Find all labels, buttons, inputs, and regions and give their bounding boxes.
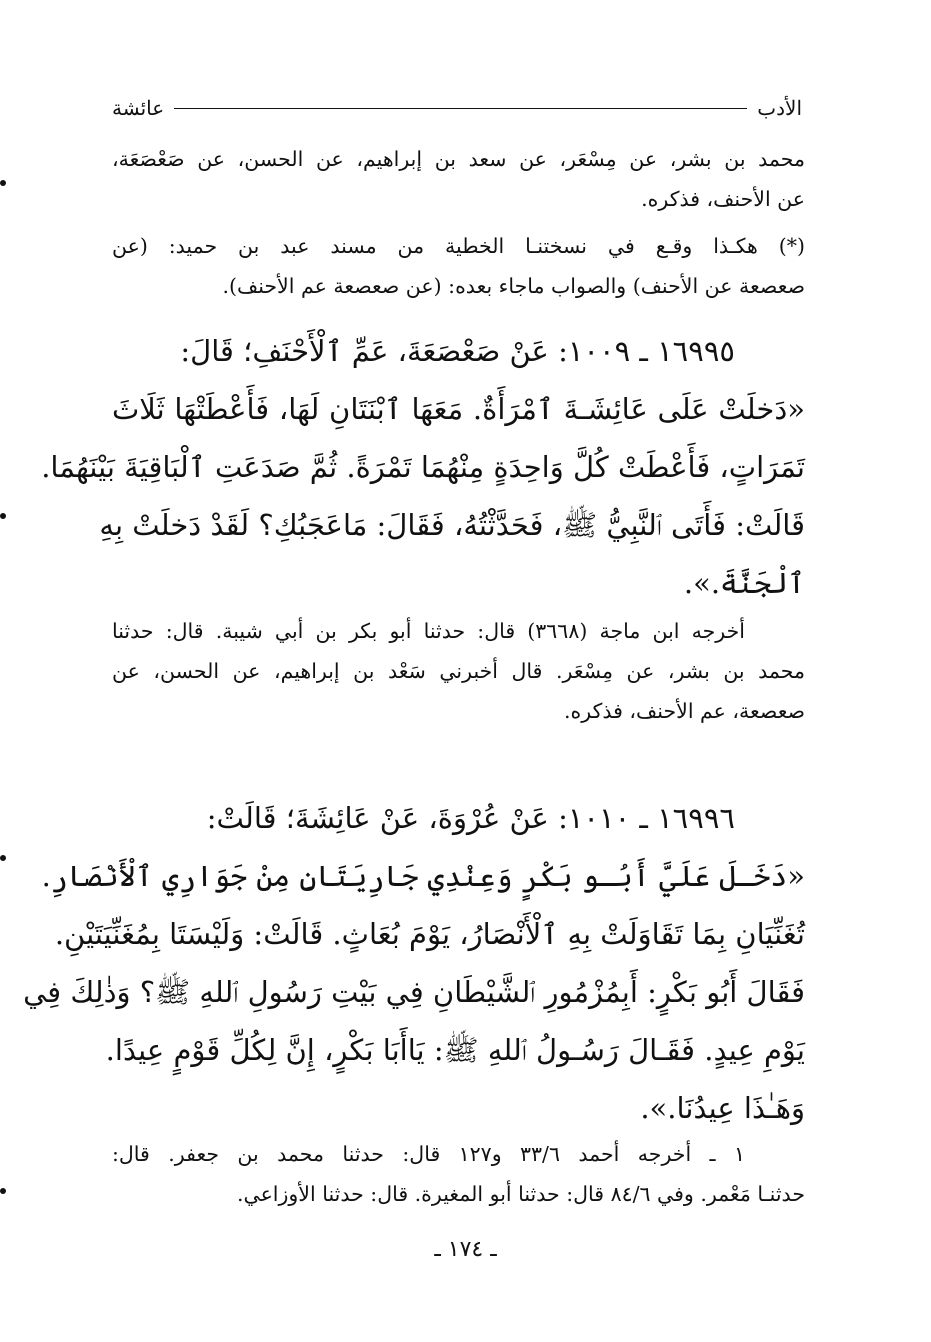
margin-mark xyxy=(0,513,6,519)
margin-mark xyxy=(0,180,6,186)
text-line: وَهَـٰذَا عِيدُنَا.». xyxy=(640,1091,805,1125)
text-line: ١ ـ أخرجه أحمد ٣٣/٦ و١٢٧ قال: حدثنا محمد بن جعفر. قال: xyxy=(112,1142,745,1166)
text-line: قَالَتْ: فَأَتَى ٱلنَّبِيُّ ﷺ، فَحَدَّثْتُهُ، فَقَالَ: مَاعَجَبُكِ؟ لَقَدْ دَخلَتْ بِهِ xyxy=(99,508,805,542)
hadith-heading: ١٦٩٩٦ ـ ١٠١٠: عَنْ عُرْوَةَ، عَنْ عَائِشَةَ؛ قَالَتْ: xyxy=(206,801,735,835)
hadith-heading: ١٦٩٩٥ ـ ١٠٠٩: عَنْ صَعْصَعَةَ، عَمِّ ٱلْأَحْنَفِ؛ قَالَ: xyxy=(180,334,735,368)
section-title: عائشة xyxy=(112,96,165,120)
text-line: تُغَنِّيَانِ بِمَا تَقَاوَلَتْ بِهِ ٱلْأَنْصَارُ، يَوْمَ بُعَاثٍ. قَالَتْ: وَلَيْسَتَا بِمُغَنِّيَتَيْنِ. xyxy=(54,917,805,951)
text-line: محمد بن بشر، عن مِسْعَر، عن سعد بن إبراهيم، عن الحسن، عن صَعْصَعَة، xyxy=(112,147,805,171)
hadith-1010 xyxy=(23,789,805,1137)
text-line: صعصعة عن الأحنف) والصواب ماجاء بعده: (عن صعصعة عم الأحنف). xyxy=(222,274,805,298)
running-header xyxy=(112,92,802,124)
margin-mark xyxy=(0,1188,6,1194)
text-line: حدثنـا مَعْمر. وفي ٨٤/٦ قال: حدثنا أبو المغيرة. قال: حدثنا الأوزاعي. xyxy=(236,1182,805,1206)
text-line: يَوْمِ عِيدٍ. فَقَـالَ رَسُـولُ ٱللهِ ﷺ: يَاأَبَا بَكْرٍ، إِنَّ لِكُلِّ قَوْمٍ عِيدًا. xyxy=(105,1033,805,1067)
footnote xyxy=(112,226,805,306)
text-line: (*) هكـذا وقـع في نسختنـا الخطية من مسند عبد بن حميد: (عن xyxy=(112,234,805,258)
text-line: أخرجه ابن ماجة (٣٦٦٨) قال: حدثنا أبو بكر بن أبي شيبة. قال: حدثنا xyxy=(112,619,745,643)
text-line: تَمَرَاتٍ، فَأَعْطَتْ كُلَّ وَاحِدَةٍ مِنْهُمَا تَمْرَةً. ثُمَّ صَدَعَتِ ٱلْبَاقِيَةَ بَيْنَهُمَا. xyxy=(41,450,805,484)
takhrij-1009 xyxy=(112,611,805,731)
text-line: ٱلْجَنَّةَ.». xyxy=(683,566,805,600)
header-rule xyxy=(174,108,747,109)
chapter-title: الأدب xyxy=(757,96,802,120)
page-number: ـ ١٧٤ ـ xyxy=(434,1237,497,1262)
text-line: عن الأحنف، فذكره. xyxy=(641,187,805,211)
text-line: «دَخلَتْ عَلَى عَائِشَـةَ ٱمْرَأَةٌ. مَعَهَا ٱبْنَتَانِ لَهَا، فَأَعْطَتْهَا ثَلَاثَ xyxy=(112,392,805,426)
takhrij-1010 xyxy=(112,1134,805,1214)
text-line: محمد بن بشر، عن مِسْعَر. قال أخبرني سَعْد بن إبراهيم، عن الحسن، عن xyxy=(112,659,805,683)
text-line: «دَخَـلَ عَلَيَّ أَبُـو بَكْرٍ وَعِنْدِي جَارِيَتَانِ مِنْ جَوَارِي ٱلْأَنْصَارِ. xyxy=(41,859,805,893)
text-line: فَقَالَ أَبُو بَكْرٍ: أَبِمُزْمُورِ ٱلشَّيْطَانِ فِي بَيْتِ رَسُولِ ٱللهِ ﷺ؟ وَذٰلِكَ فِي xyxy=(23,975,805,1009)
text-line: صعصعة، عم الأحنف، فذكره. xyxy=(564,699,805,723)
hadith-1009 xyxy=(41,322,805,612)
margin-mark xyxy=(0,855,6,861)
continued-text xyxy=(112,139,805,219)
